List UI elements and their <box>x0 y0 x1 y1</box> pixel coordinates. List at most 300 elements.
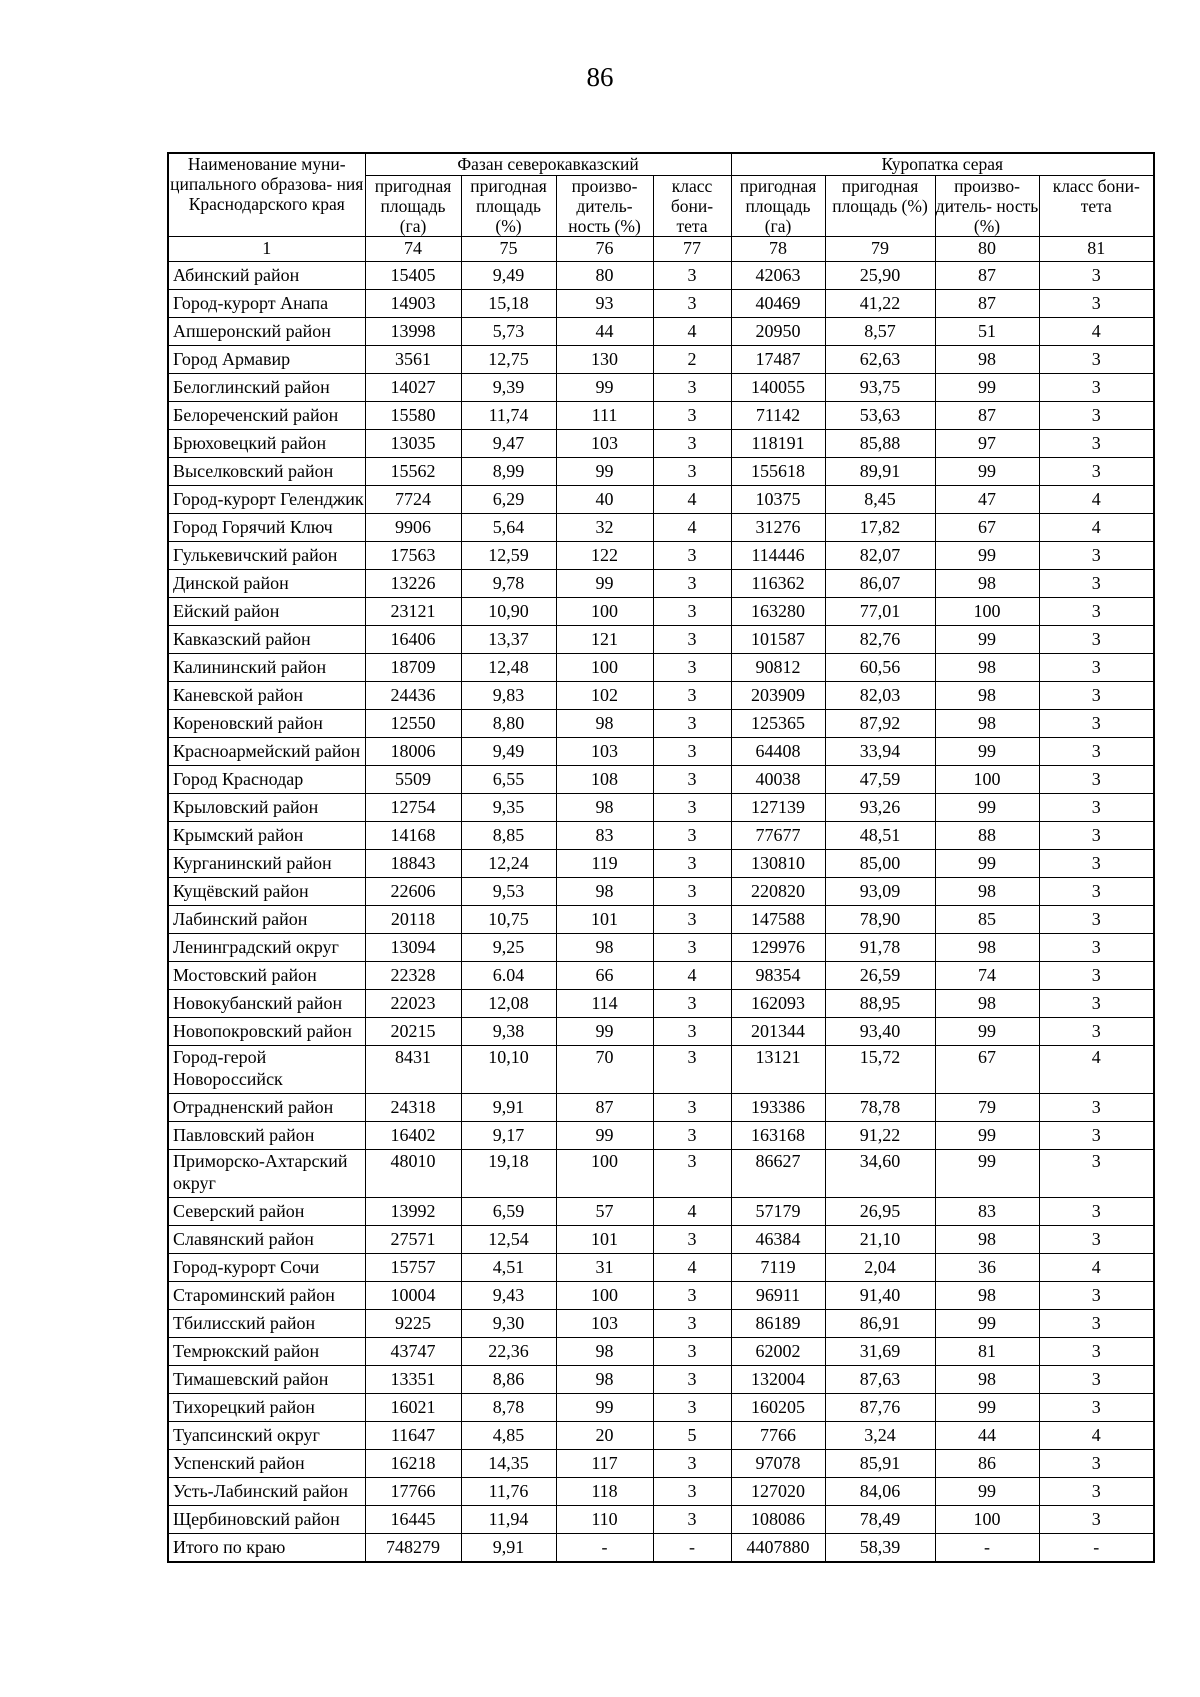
value-cell: 116362 <box>731 570 825 598</box>
header-sub-cell: пригодная площадь (%) <box>461 176 556 237</box>
municipality-name-cell: Тбилисский район <box>168 1310 365 1338</box>
value-cell: 193386 <box>731 1094 825 1122</box>
value-cell: 3 <box>1039 738 1154 766</box>
value-cell: 4 <box>1039 1422 1154 1450</box>
column-number: 1 <box>168 237 365 262</box>
header-group-partridge: Куропатка серая <box>731 153 1154 176</box>
value-cell: 67 <box>935 514 1039 542</box>
value-cell: 20950 <box>731 318 825 346</box>
value-cell: 3 <box>1039 766 1154 794</box>
table-row <box>168 1506 1154 1534</box>
value-cell: 20118 <box>365 906 461 934</box>
value-cell: 3 <box>1039 990 1154 1018</box>
value-cell: 3 <box>1039 1018 1154 1046</box>
value-cell: 125365 <box>731 710 825 738</box>
value-cell: 3 <box>1039 290 1154 318</box>
municipality-name-cell: Ленинградский округ <box>168 934 365 962</box>
value-cell: 12,08 <box>461 990 556 1018</box>
column-number: 81 <box>1039 237 1154 262</box>
value-cell: 127020 <box>731 1478 825 1506</box>
value-cell: 21,10 <box>825 1226 935 1254</box>
value-cell: 99 <box>556 374 653 402</box>
value-cell: 91,40 <box>825 1282 935 1310</box>
value-cell: 91,78 <box>825 934 935 962</box>
table-row <box>168 1046 1154 1094</box>
header-sub-cell: пригодная площадь (%) <box>825 176 935 237</box>
value-cell: 3 <box>653 1094 731 1122</box>
municipality-name-cell: Выселковский район <box>168 458 365 486</box>
table-row <box>168 1366 1154 1394</box>
table-row <box>168 1282 1154 1310</box>
value-cell: 9,30 <box>461 1310 556 1338</box>
value-cell: 100 <box>935 766 1039 794</box>
value-cell: 41,22 <box>825 290 935 318</box>
value-cell: 62,63 <box>825 346 935 374</box>
column-number: 75 <box>461 237 556 262</box>
value-cell: 3 <box>1039 1338 1154 1366</box>
value-cell: 34,60 <box>825 1150 935 1198</box>
value-cell: 100 <box>556 1150 653 1198</box>
value-cell: 12,54 <box>461 1226 556 1254</box>
value-cell: 114446 <box>731 542 825 570</box>
value-cell: 93,09 <box>825 878 935 906</box>
value-cell: 130810 <box>731 850 825 878</box>
value-cell: 130 <box>556 346 653 374</box>
value-cell: 111 <box>556 402 653 430</box>
value-cell: - <box>935 1534 1039 1562</box>
value-cell: 3 <box>653 682 731 710</box>
value-cell: 98 <box>556 1338 653 1366</box>
table-row <box>168 1018 1154 1046</box>
value-cell: 119 <box>556 850 653 878</box>
table-row <box>168 934 1154 962</box>
value-cell: 88,95 <box>825 990 935 1018</box>
value-cell: 99 <box>556 1122 653 1150</box>
value-cell: 103 <box>556 430 653 458</box>
value-cell: 14903 <box>365 290 461 318</box>
value-cell: 8,45 <box>825 486 935 514</box>
value-cell: 8,78 <box>461 1394 556 1422</box>
municipality-name-cell: Крыловский район <box>168 794 365 822</box>
table-row <box>168 570 1154 598</box>
value-cell: 98 <box>556 934 653 962</box>
value-cell: 132004 <box>731 1366 825 1394</box>
column-number: 77 <box>653 237 731 262</box>
value-cell: 3 <box>1039 626 1154 654</box>
value-cell: 91,22 <box>825 1122 935 1150</box>
value-cell: 108086 <box>731 1506 825 1534</box>
value-cell: 16402 <box>365 1122 461 1150</box>
value-cell: 3 <box>1039 1366 1154 1394</box>
value-cell: 85,88 <box>825 430 935 458</box>
value-cell: 3 <box>653 598 731 626</box>
value-cell: 87,76 <box>825 1394 935 1422</box>
value-cell: 99 <box>935 1394 1039 1422</box>
value-cell: 4 <box>653 1198 731 1226</box>
value-cell: 3 <box>1039 402 1154 430</box>
value-cell: 40038 <box>731 766 825 794</box>
value-cell: 12,59 <box>461 542 556 570</box>
value-cell: 22,36 <box>461 1338 556 1366</box>
value-cell: 3 <box>653 542 731 570</box>
value-cell: 2 <box>653 346 731 374</box>
table-row <box>168 990 1154 1018</box>
value-cell: 15562 <box>365 458 461 486</box>
value-cell: 7724 <box>365 486 461 514</box>
value-cell: 99 <box>935 738 1039 766</box>
value-cell: 13121 <box>731 1046 825 1094</box>
value-cell: 44 <box>556 318 653 346</box>
value-cell: 87 <box>556 1094 653 1122</box>
value-cell: 7766 <box>731 1422 825 1450</box>
value-cell: 9,39 <box>461 374 556 402</box>
value-cell: 99 <box>556 458 653 486</box>
value-cell: 98 <box>556 794 653 822</box>
value-cell: 98 <box>935 682 1039 710</box>
value-cell: 3 <box>1039 542 1154 570</box>
value-cell: 99 <box>935 1310 1039 1338</box>
value-cell: 4 <box>1039 318 1154 346</box>
value-cell: 66 <box>556 962 653 990</box>
value-cell: 31,69 <box>825 1338 935 1366</box>
value-cell: 13094 <box>365 934 461 962</box>
value-cell: 3 <box>1039 1506 1154 1534</box>
value-cell: 9,49 <box>461 262 556 290</box>
value-cell: 98 <box>935 710 1039 738</box>
value-cell: 10,10 <box>461 1046 556 1094</box>
value-cell: 14027 <box>365 374 461 402</box>
value-cell: 4,51 <box>461 1254 556 1282</box>
value-cell: 99 <box>935 794 1039 822</box>
table-row <box>168 850 1154 878</box>
value-cell: 46384 <box>731 1226 825 1254</box>
value-cell: 80 <box>556 262 653 290</box>
value-cell: 22328 <box>365 962 461 990</box>
municipality-name-cell: Приморско-Ахтарский округ <box>168 1150 365 1198</box>
value-cell: 11,76 <box>461 1478 556 1506</box>
value-cell: 110 <box>556 1506 653 1534</box>
value-cell: 87,92 <box>825 710 935 738</box>
value-cell: 118191 <box>731 430 825 458</box>
value-cell: 64408 <box>731 738 825 766</box>
value-cell: 3 <box>653 458 731 486</box>
value-cell: 100 <box>556 654 653 682</box>
column-number: 76 <box>556 237 653 262</box>
value-cell: 3 <box>653 430 731 458</box>
value-cell: 26,59 <box>825 962 935 990</box>
value-cell: 16021 <box>365 1394 461 1422</box>
value-cell: 84,06 <box>825 1478 935 1506</box>
value-cell: 99 <box>935 542 1039 570</box>
value-cell: 7119 <box>731 1254 825 1282</box>
value-cell: 3 <box>653 794 731 822</box>
value-cell: 4 <box>1039 1254 1154 1282</box>
municipality-name-cell: Апшеронский район <box>168 318 365 346</box>
value-cell: 93,40 <box>825 1018 935 1046</box>
value-cell: 67 <box>935 1046 1039 1094</box>
value-cell: 10,90 <box>461 598 556 626</box>
municipality-name-cell: Каневской район <box>168 682 365 710</box>
value-cell: 31 <box>556 1254 653 1282</box>
value-cell: 99 <box>935 1122 1039 1150</box>
municipality-name-cell: Белореченский район <box>168 402 365 430</box>
value-cell: 9,38 <box>461 1018 556 1046</box>
column-number: 74 <box>365 237 461 262</box>
municipality-name-cell: Калининский район <box>168 654 365 682</box>
table-row <box>168 290 1154 318</box>
value-cell: 6,55 <box>461 766 556 794</box>
value-cell: 9,49 <box>461 738 556 766</box>
value-cell: 62002 <box>731 1338 825 1366</box>
value-cell: 100 <box>556 598 653 626</box>
value-cell: 93,26 <box>825 794 935 822</box>
value-cell: 11,74 <box>461 402 556 430</box>
value-cell: 8,99 <box>461 458 556 486</box>
value-cell: 9,78 <box>461 570 556 598</box>
value-cell: 3 <box>653 1366 731 1394</box>
table-row <box>168 738 1154 766</box>
value-cell: 3 <box>653 990 731 1018</box>
value-cell: 98 <box>556 710 653 738</box>
table-row <box>168 486 1154 514</box>
value-cell: 99 <box>935 1150 1039 1198</box>
value-cell: 86,07 <box>825 570 935 598</box>
value-cell: 97078 <box>731 1450 825 1478</box>
municipality-name-cell: Темрюкский район <box>168 1338 365 1366</box>
value-cell: 93,75 <box>825 374 935 402</box>
table-row <box>168 654 1154 682</box>
value-cell: 22023 <box>365 990 461 1018</box>
municipality-name-cell: Кореновский район <box>168 710 365 738</box>
value-cell: 3 <box>653 402 731 430</box>
value-cell: 60,56 <box>825 654 935 682</box>
value-cell: 22606 <box>365 878 461 906</box>
value-cell: 96911 <box>731 1282 825 1310</box>
value-cell: 98 <box>935 570 1039 598</box>
value-cell: 17563 <box>365 542 461 570</box>
value-cell: 3 <box>1039 878 1154 906</box>
municipality-name-cell: Город-курорт Геленджик <box>168 486 365 514</box>
value-cell: 48,51 <box>825 822 935 850</box>
value-cell: 3 <box>1039 1282 1154 1310</box>
value-cell: 79 <box>935 1094 1039 1122</box>
value-cell: 3 <box>653 1506 731 1534</box>
page-number: 86 <box>586 62 614 92</box>
header-sub-cell: пригодная площадь (га) <box>731 176 825 237</box>
municipality-name-cell: Тихорецкий район <box>168 1394 365 1422</box>
value-cell: 87 <box>935 402 1039 430</box>
value-cell: 3 <box>653 850 731 878</box>
value-cell: 33,94 <box>825 738 935 766</box>
value-cell: 10,75 <box>461 906 556 934</box>
value-cell: 3,24 <box>825 1422 935 1450</box>
value-cell: 147588 <box>731 906 825 934</box>
value-cell: 78,49 <box>825 1506 935 1534</box>
value-cell: 9,53 <box>461 878 556 906</box>
value-cell: 2,04 <box>825 1254 935 1282</box>
value-cell: 99 <box>556 1018 653 1046</box>
value-cell: 70 <box>556 1046 653 1094</box>
value-cell: 8,57 <box>825 318 935 346</box>
value-cell: 42063 <box>731 262 825 290</box>
value-cell: 9,43 <box>461 1282 556 1310</box>
value-cell: 14168 <box>365 822 461 850</box>
value-cell: 3 <box>653 654 731 682</box>
value-cell: 3 <box>1039 1394 1154 1422</box>
value-cell: 15,18 <box>461 290 556 318</box>
value-cell: 3 <box>1039 654 1154 682</box>
value-cell: 16218 <box>365 1450 461 1478</box>
value-cell: 5509 <box>365 766 461 794</box>
value-cell: 82,03 <box>825 682 935 710</box>
municipality-name-cell: Новопокровский район <box>168 1018 365 1046</box>
value-cell: 99 <box>935 1478 1039 1506</box>
value-cell: 16406 <box>365 626 461 654</box>
table-row <box>168 318 1154 346</box>
value-cell: 74 <box>935 962 1039 990</box>
value-cell: 85 <box>935 906 1039 934</box>
value-cell: 3 <box>653 1046 731 1094</box>
value-cell: 4 <box>653 1254 731 1282</box>
value-cell: 85,00 <box>825 850 935 878</box>
value-cell: 15580 <box>365 402 461 430</box>
table-body <box>168 262 1154 1562</box>
municipality-name-cell: Итого по краю <box>168 1534 365 1562</box>
table-row <box>168 458 1154 486</box>
table-row <box>168 262 1154 290</box>
value-cell: 12,48 <box>461 654 556 682</box>
column-number: 79 <box>825 237 935 262</box>
value-cell: 99 <box>935 626 1039 654</box>
value-cell: 40469 <box>731 290 825 318</box>
value-cell: 3 <box>1039 682 1154 710</box>
value-cell: 12,75 <box>461 346 556 374</box>
value-cell: 3 <box>1039 710 1154 738</box>
table-row <box>168 1254 1154 1282</box>
value-cell: 15,72 <box>825 1046 935 1094</box>
value-cell: 40 <box>556 486 653 514</box>
value-cell: - <box>653 1534 731 1562</box>
value-cell: 3 <box>653 934 731 962</box>
value-cell: 4,85 <box>461 1422 556 1450</box>
value-cell: 160205 <box>731 1394 825 1422</box>
value-cell: 6,29 <box>461 486 556 514</box>
value-cell: 3 <box>653 1478 731 1506</box>
value-cell: 13226 <box>365 570 461 598</box>
value-cell: 19,18 <box>461 1150 556 1198</box>
value-cell: 3 <box>653 626 731 654</box>
value-cell: 10375 <box>731 486 825 514</box>
value-cell: 3 <box>653 374 731 402</box>
value-cell: 3 <box>1039 1122 1154 1150</box>
table-row <box>168 514 1154 542</box>
municipality-name-cell: Город Горячий Ключ <box>168 514 365 542</box>
value-cell: 3 <box>1039 458 1154 486</box>
value-cell: 3 <box>1039 262 1154 290</box>
value-cell: 3 <box>1039 374 1154 402</box>
value-cell: 3 <box>1039 1198 1154 1226</box>
value-cell: 8,86 <box>461 1366 556 1394</box>
municipality-name-cell: Щербиновский район <box>168 1506 365 1534</box>
municipality-name-cell: Город-герой Новороссийск <box>168 1046 365 1094</box>
value-cell: 13351 <box>365 1366 461 1394</box>
value-cell: 98 <box>935 934 1039 962</box>
value-cell: 8,80 <box>461 710 556 738</box>
table-row <box>168 1310 1154 1338</box>
value-cell: 78,78 <box>825 1094 935 1122</box>
table-row <box>168 710 1154 738</box>
column-number: 80 <box>935 237 1039 262</box>
value-cell: 83 <box>935 1198 1039 1226</box>
value-cell: 9,25 <box>461 934 556 962</box>
table-row <box>168 1198 1154 1226</box>
value-cell: 20215 <box>365 1018 461 1046</box>
value-cell: 98 <box>556 1366 653 1394</box>
value-cell: 100 <box>935 1506 1039 1534</box>
table-row <box>168 430 1154 458</box>
value-cell: 78,90 <box>825 906 935 934</box>
value-cell: 103 <box>556 1310 653 1338</box>
value-cell: 3 <box>653 290 731 318</box>
value-cell: 87 <box>935 290 1039 318</box>
value-cell: 11647 <box>365 1422 461 1450</box>
value-cell: 127139 <box>731 794 825 822</box>
value-cell: 6,59 <box>461 1198 556 1226</box>
habitat-table <box>167 152 1155 1563</box>
value-cell: 81 <box>935 1338 1039 1366</box>
value-cell: 9,17 <box>461 1122 556 1150</box>
value-cell: 99 <box>556 1394 653 1422</box>
value-cell: 4407880 <box>731 1534 825 1562</box>
header-row-groups <box>168 153 1154 176</box>
value-cell: 71142 <box>731 402 825 430</box>
table-row <box>168 878 1154 906</box>
value-cell: 3 <box>653 878 731 906</box>
municipality-name-cell: Кущёвский район <box>168 878 365 906</box>
value-cell: 3 <box>1039 794 1154 822</box>
value-cell: 3 <box>653 1150 731 1198</box>
value-cell: 5,64 <box>461 514 556 542</box>
value-cell: 13,37 <box>461 626 556 654</box>
value-cell: 25,90 <box>825 262 935 290</box>
table-row <box>168 1122 1154 1150</box>
header-sub-cell: пригодная площадь (га) <box>365 176 461 237</box>
value-cell: 3 <box>1039 1226 1154 1254</box>
value-cell: 3 <box>653 1226 731 1254</box>
value-cell: 98 <box>935 346 1039 374</box>
value-cell: 98 <box>935 878 1039 906</box>
value-cell: 162093 <box>731 990 825 1018</box>
value-cell: 3 <box>1039 1450 1154 1478</box>
value-cell: 9225 <box>365 1310 461 1338</box>
value-cell: 155618 <box>731 458 825 486</box>
value-cell: 98354 <box>731 962 825 990</box>
value-cell: 163280 <box>731 598 825 626</box>
value-cell: 17487 <box>731 346 825 374</box>
value-cell: 77677 <box>731 822 825 850</box>
value-cell: 18709 <box>365 654 461 682</box>
value-cell: 203909 <box>731 682 825 710</box>
value-cell: 3 <box>653 570 731 598</box>
value-cell: 9906 <box>365 514 461 542</box>
value-cell: 3 <box>1039 934 1154 962</box>
municipality-name-cell: Усть-Лабинский район <box>168 1478 365 1506</box>
value-cell: 3 <box>1039 598 1154 626</box>
value-cell: 26,95 <box>825 1198 935 1226</box>
value-cell: 8431 <box>365 1046 461 1094</box>
value-cell: 77,01 <box>825 598 935 626</box>
table-row <box>168 374 1154 402</box>
